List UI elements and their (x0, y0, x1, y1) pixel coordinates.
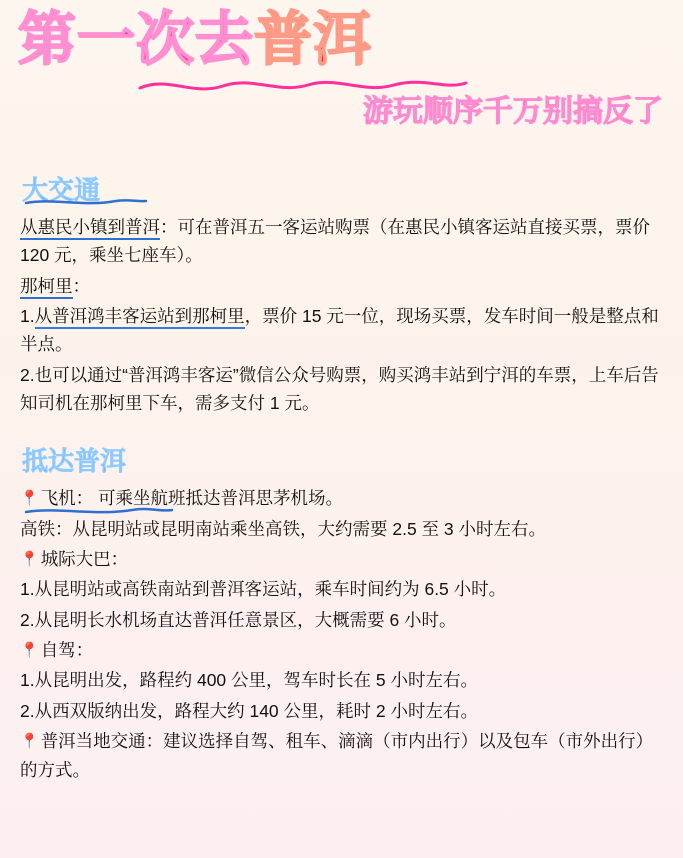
list-item-plane-text: 飞机： 可乘坐航班抵达普洱思茅机场。 (40, 488, 344, 509)
location-pin-icon: 📍 (20, 551, 39, 569)
page-subtitle: 游玩顺序千万别搞反了 (363, 95, 663, 128)
underlined-hongfeng-to-nakeli: 从普洱鸿丰客运站到那柯里 (35, 306, 245, 329)
location-pin-icon: 📍 (20, 733, 39, 751)
list-item-intercity-bus-text: 城际大巴： (40, 549, 129, 570)
list-item-intercity-bus (20, 545, 665, 573)
section-transport (18, 148, 665, 417)
list-item-local-transport-text: 普洱当地交通：建议选择自驾、租车、滴滴（市内出行）以及包车（市外出行）的方式。 (20, 731, 654, 780)
list-item-bus-2: 2.从昆明长水机场直达普洱任意景区，大概需要 6 小时。 (20, 609, 457, 630)
page-title (18, 8, 665, 72)
list-item-bus-1: 1.从昆明站或高铁南站到普洱客运站，乘车时间约为 6.5 小时。 (20, 579, 507, 600)
paragraph-nakeli-1: 1.从普洱鸿丰客运站到那柯里，票价 15 元一位，现场买票，发车时间一般是整点和半点。 (20, 306, 659, 355)
location-pin-icon: 📍 (20, 642, 39, 660)
list-item-selfdrive-1: 1.从昆明出发，路程约 400 公里，驾车时长在 5 小时左右。 (20, 670, 478, 691)
list-item-highspeed-rail (20, 515, 665, 543)
location-pin-icon: 📍 (20, 490, 39, 508)
underlined-nakeli: 那柯里 (20, 276, 73, 299)
section-heading-transport: 大交通 (22, 175, 101, 205)
list-item-plane (20, 484, 665, 512)
paragraph-nakeli-label: 那柯里： (20, 272, 665, 300)
list-item-highspeed-rail-text: 高铁：从昆明站或昆明南站乘坐高铁，大约需要 2.5 至 3 小时左右。 (20, 518, 547, 539)
list-item-selfdrive-2: 2.从西双版纳出发，路程大约 140 公里，耗时 2 小时左右。 (20, 700, 478, 721)
title-part-2: 普洱 (254, 7, 373, 72)
underlined-route-huimin: 从惠民小镇到普洱 (20, 217, 160, 240)
list-item-local-transport (20, 727, 665, 784)
title-block (18, 0, 665, 148)
list-item-selfdrive (20, 636, 665, 664)
title-part-1: 第一次去 (18, 7, 255, 72)
section-arrival (18, 427, 665, 783)
paragraph-nakeli-2: 2.也可以通过“普洱鸿丰客运”微信公众号购票，购买鸿丰站到宁洱的车票，上车后告知司机在那柯里下车，需多支付 1 元。 (20, 364, 659, 414)
section-heading-arrival: 抵达普洱 (22, 446, 127, 477)
list-item-selfdrive-text: 自驾： (40, 640, 94, 661)
paragraph-huimin-to-puer: 从惠民小镇到普洱：可在普洱五一客运站购票（在惠民小镇客运站直接买票，票价 120 元，乘坐七座车）。 (20, 217, 650, 266)
